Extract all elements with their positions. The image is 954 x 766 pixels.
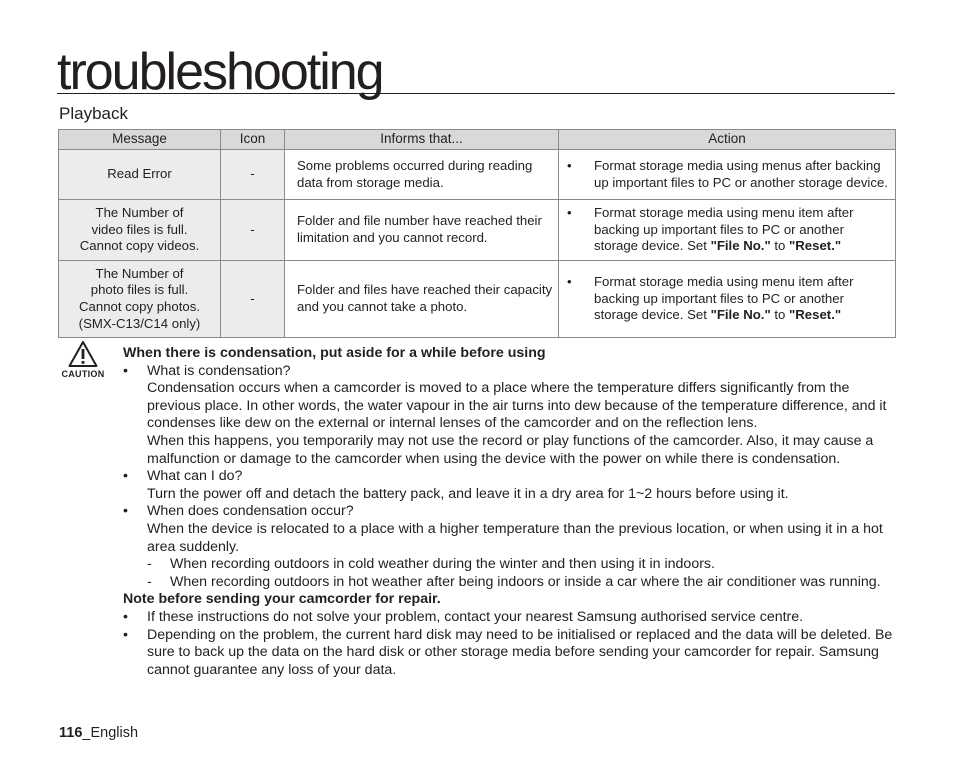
caution-notes [123,345,903,679]
action-text: Format storage media using menu item after backing up important files to PC or another storage device. Set "File No." to "Reset." [594,205,854,254]
question-text: When does condensation occur? [147,503,354,520]
list-item [123,363,903,381]
icon-cell: - [221,150,285,200]
bullet-icon: • [567,274,572,290]
bullet-icon: • [123,468,128,485]
informs-cell: Folder and files have reached their capacity and you cannot take a photo. [285,261,559,338]
bullet-icon: • [567,205,572,221]
action-cell [559,261,896,338]
playback-message-table [58,129,896,338]
column-header-informs: Informs that... [285,130,559,150]
sub-item-text: When recording outdoors in cold weather during the winter and then using it in indoors. [170,556,715,573]
sub-item-text: When recording outdoors in hot weather after being indoors or inside a car where the air conditioner was running. [170,573,881,590]
informs-cell: Folder and file number have reached their limitation and you cannot record. [285,200,559,261]
condensation-heading: When there is condensation, put aside for a while before using [123,345,546,361]
list-item [123,503,903,521]
dash-icon: - [147,556,152,573]
answer-text: When this happens, you temporarily may not use the record or play functions of the camcorder. Also, it may cause a malfunction or damage to the camcorder when using the device with the power on while there is condensation. [147,432,874,467]
informs-cell: Some problems occurred during reading data from storage media. [285,150,559,200]
icon-cell: - [221,200,285,261]
section-heading: Playback [59,104,128,123]
table-row [59,150,896,200]
message-cell: The Number of video files is full. Cannot copy videos. [59,200,221,261]
page-number: 116 [59,725,83,741]
dash-icon: - [147,573,152,590]
bullet-icon: • [123,362,128,379]
message-cell: The Number of photo files is full. Cannot copy photos. (SMX-C13/C14 only) [59,261,221,338]
action-text: Format storage media using menu item after backing up important files to PC or another storage device. Set "File No." to "Reset." [594,274,854,323]
column-header-action: Action [559,130,896,150]
repair-text: Depending on the problem, the current hard disk may need to be initialised or replaced and the data will be deleted. Be sure to back up the data on the hard disk or other storage media before sending your camcorder for repair. Samsung cannot guarantee any loss of your data. [147,626,893,678]
bullet-icon: • [123,503,128,520]
bullet-icon: • [123,626,128,643]
bullet-icon: • [123,608,128,625]
question-text: What can I do? [147,468,243,485]
table-row [59,261,896,338]
list-item [123,468,903,486]
list-item [123,609,903,627]
page-title: troubleshooting [57,43,383,101]
sub-list-item [147,574,903,592]
bullet-icon: • [567,157,572,173]
answer-text: Condensation occurs when a camcorder is moved to a place where the temperature differs significantly from the previous place. In other words, the water vapour in the air turns into dew because of the temperature difference, and it condenses like dew on the external or internal lenses of the camcorder and on the reflection lens. [147,380,887,432]
column-header-icon: Icon [221,130,285,150]
answer-text: Turn the power off and detach the battery pack, and leave it in a dry area for 1~2 hours before using it. [147,485,789,502]
action-cell [559,200,896,261]
page-language: _English [82,725,139,741]
table-row [59,200,896,261]
list-item [123,627,903,680]
sub-list-item [147,556,903,574]
action-text: Format storage media using menus after backing up important files to PC or another storage device. [594,157,888,190]
caution-triangle-icon [68,340,98,368]
table-header-row [59,130,896,150]
title-divider [57,93,895,94]
caution-block [58,340,108,379]
question-text: What is condensation? [147,362,291,379]
action-cell [559,150,896,200]
repair-heading: Note before sending your camcorder for repair. [123,591,441,608]
repair-text: If these instructions do not solve your problem, contact your nearest Samsung authorised service centre. [147,608,804,625]
icon-cell: - [221,261,285,338]
column-header-message: Message [59,130,221,150]
caution-label: CAUTION [61,369,105,379]
answer-text: When the device is relocated to a place with a higher temperature than the previous location, or when using it in a hot area suddenly. [147,520,883,555]
page-footer [59,724,138,742]
message-cell: Read Error [59,150,221,200]
